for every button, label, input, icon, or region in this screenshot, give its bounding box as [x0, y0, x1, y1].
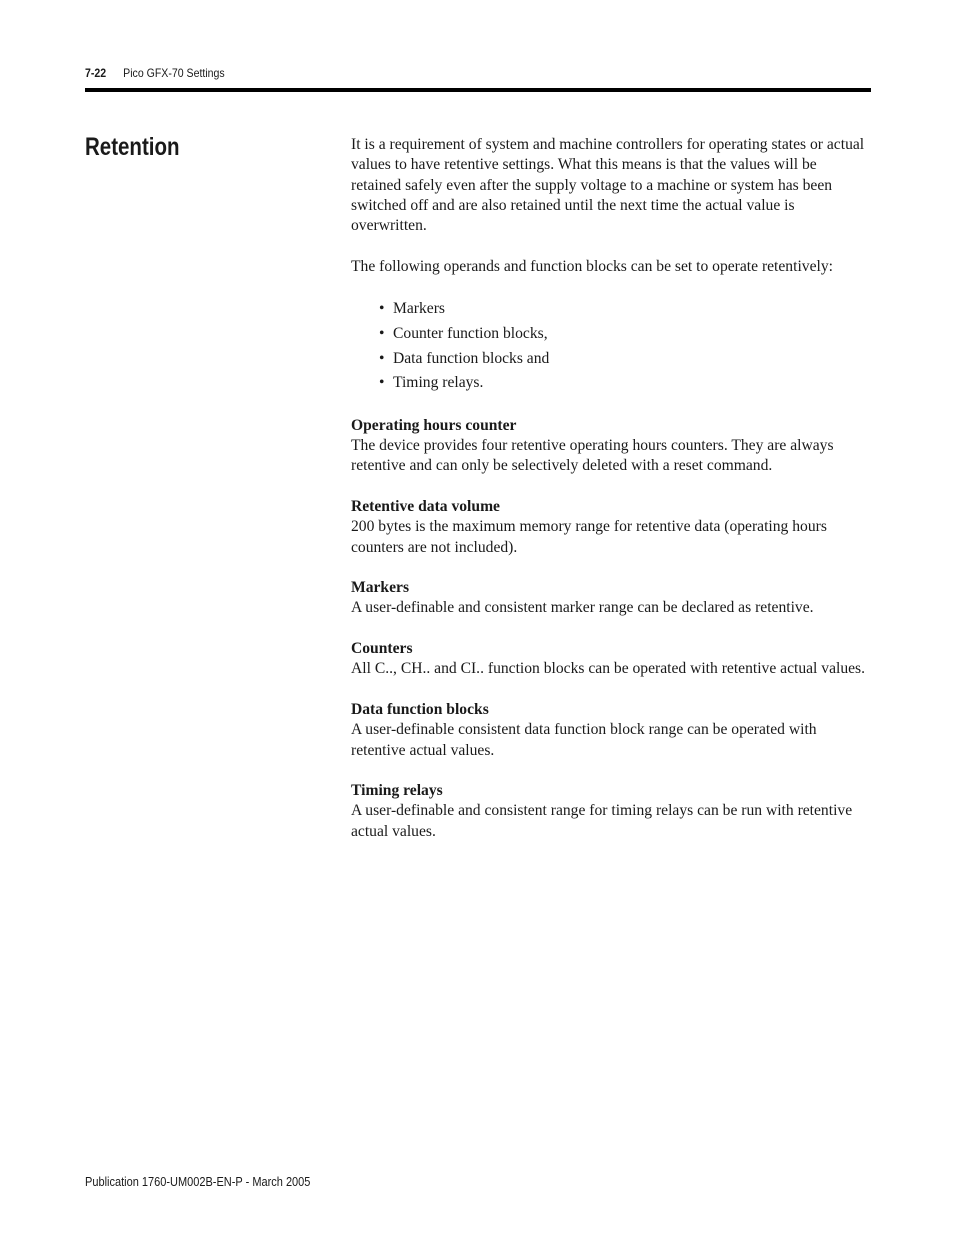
list-item	[351, 322, 866, 347]
subsection-timing-relays	[351, 781, 866, 842]
section-content	[351, 135, 866, 862]
page-number: 7-22	[85, 66, 107, 80]
chapter-title: Pico GFX-70 Settings	[123, 66, 225, 80]
subsection-heading: Operating hours counter	[351, 416, 517, 434]
list-intro-paragraph: The following operands and function blocks can be set to operate retentively:	[351, 257, 833, 275]
section-title: Retention	[85, 133, 180, 161]
subsection-heading: Markers	[351, 579, 410, 597]
subsection-body: All C.., CH.. and CI.. function blocks can be operated with retentive actual values.	[351, 660, 866, 678]
header-rule	[85, 88, 871, 92]
bullet-icon: •	[379, 324, 385, 342]
list-item-text: Counter function blocks,	[393, 324, 548, 342]
subsection-heading: Counters	[351, 640, 413, 658]
subsection-body: The device provides four retentive operating hours counters. They are always retentive and can only be selectively deleted with a reset command.	[351, 437, 834, 475]
subsection-heading: Data function blocks	[351, 700, 489, 718]
retentive-operands-list	[351, 297, 866, 395]
subsection-body: 200 bytes is the maximum memory range for retentive data (operating hours counters are not included).	[351, 518, 827, 556]
bullet-icon: •	[379, 349, 385, 367]
subsection-markers	[351, 578, 866, 619]
list-item-text: Markers	[393, 300, 445, 318]
subsection-body: A user-definable and consistent marker range can be declared as retentive.	[351, 599, 814, 617]
subsection-counters	[351, 639, 866, 680]
subsection-heading: Retentive data volume	[351, 497, 500, 515]
page-footer	[85, 1175, 310, 1189]
subsection-body: A user-definable and consistent range for timing relays can be run with retentive actual values.	[351, 802, 853, 840]
bullet-icon: •	[379, 374, 385, 392]
list-item	[351, 347, 866, 372]
list-item	[351, 371, 866, 396]
subsection-heading: Timing relays	[351, 782, 443, 800]
publication-info: Publication 1760-UM002B-EN-P - March 2005	[85, 1175, 311, 1189]
subsection-retentive-data-volume	[351, 497, 866, 558]
subsection-data-function-blocks	[351, 700, 866, 761]
subsection-operating-hours-counter	[351, 416, 866, 477]
list-item	[351, 297, 866, 322]
bullet-icon: •	[379, 300, 385, 318]
list-item-text: Data function blocks and	[393, 349, 550, 367]
subsection-body: A user-definable consistent data function block range can be operated with retentive actual values.	[351, 721, 817, 759]
list-item-text: Timing relays.	[393, 374, 484, 392]
intro-paragraph: It is a requirement of system and machine controllers for operating states or actual values to have retentive settings. What this means is that the values will be retained safely even after the supply voltage to a machine or system has been switched off and are also retained until the next time the actual value is overwritten.	[351, 136, 865, 235]
page-header	[85, 66, 225, 80]
